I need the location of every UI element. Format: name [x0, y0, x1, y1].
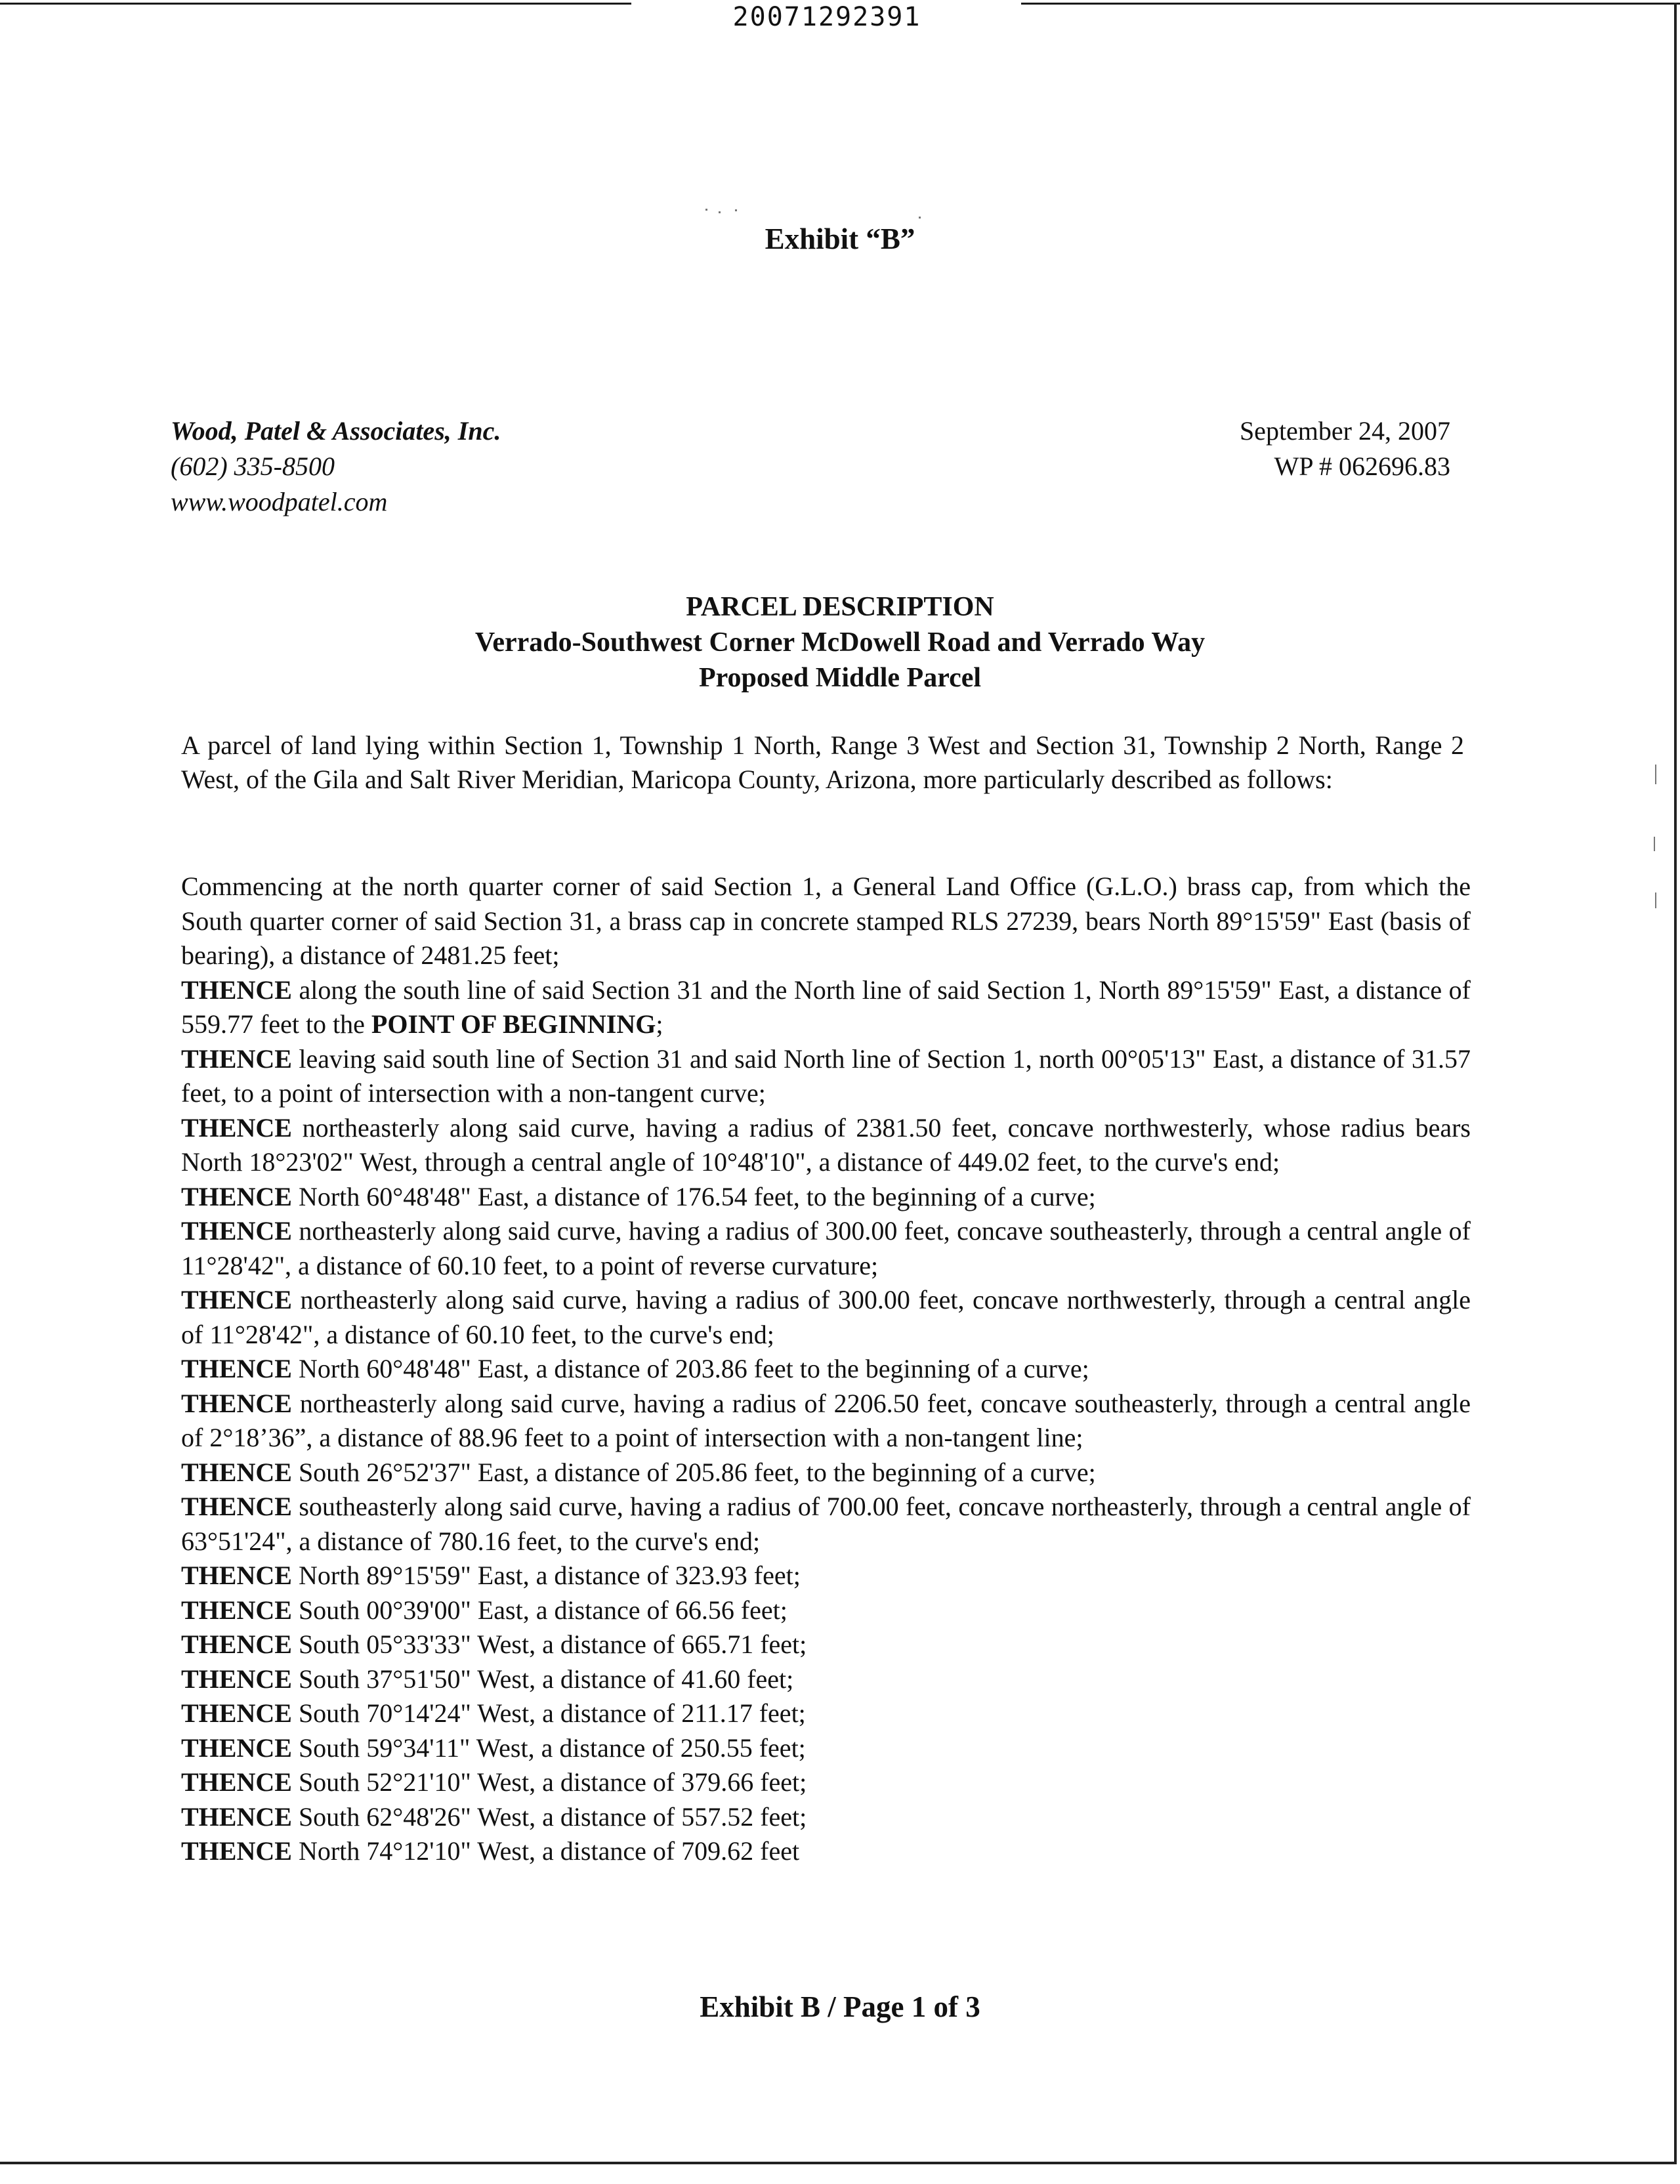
scan-border-top-left: [0, 3, 631, 5]
course-keyword: THENCE: [181, 1732, 292, 1763]
course-text: South 37°51'50" West, a distance of 41.60 feet;: [291, 1664, 794, 1694]
scan-speck: [1655, 892, 1656, 908]
course-text: northeasterly along said curve, having a radius of 2206.50 feet, concave southeasterly, through a central angle of 2°18’36”, a distance of 88.96 feet to a point of intersection with a non-tangent line;: [181, 1388, 1471, 1452]
course-paragraph: [181, 1834, 1471, 1869]
course-paragraph: [181, 1731, 1471, 1766]
course-keyword: THENCE: [181, 1629, 292, 1659]
course-keyword: THENCE: [181, 1767, 292, 1797]
course-text: South 26°52'37" East, a distance of 205.86 feet, to the beginning of a curve;: [291, 1457, 1096, 1487]
page-footer: Exhibit B / Page 1 of 3: [700, 1990, 980, 2023]
scan-speck: [919, 217, 921, 219]
course-keyword: THENCE: [181, 1595, 292, 1625]
course-text: along the south line of said Section 31 and the North line of said Section 1, North 89°15'59" East, a distance of 559.77 feet to the: [181, 975, 1471, 1039]
parcel-name: Proposed Middle Parcel: [698, 663, 982, 693]
course-paragraph: [181, 1180, 1471, 1215]
scan-speck: [735, 209, 737, 211]
course-text-end: ;: [656, 1009, 663, 1039]
intro-paragraph: A parcel of land lying within Section 1, Township 1 North, Range 3 West and Section 31, Township 2 North, Range 2 West, of the Gila and Salt River Meridian, Maricopa County, Arizona, more particularly described as follows:: [181, 730, 1464, 794]
course-keyword: THENCE: [181, 1216, 292, 1246]
wp-number: WP # 062696.83: [1274, 452, 1450, 481]
company-website: www.woodpatel.com: [171, 487, 388, 516]
exhibit-title: Exhibit “B”: [765, 222, 915, 255]
course-paragraph: [181, 1662, 1471, 1697]
scan-speck: [1654, 837, 1655, 851]
course-paragraph: [181, 1490, 1471, 1559]
scan-border-right: [1674, 3, 1677, 2162]
course-text: North 89°15'59" East, a distance of 323.93 feet;: [291, 1561, 801, 1590]
course-paragraph: [181, 1559, 1471, 1593]
course-keyword: THENCE: [181, 1112, 292, 1143]
document-date: September 24, 2007: [1239, 416, 1450, 446]
course-keyword: THENCE: [181, 1698, 292, 1728]
parcel-location-subtitle: Verrado-Southwest Corner McDowell Road and Verrado Way: [474, 627, 1206, 658]
course-keyword: THENCE: [181, 1801, 292, 1832]
course-paragraph: [181, 973, 1471, 1042]
course-paragraph: [181, 1352, 1471, 1387]
course-keyword: THENCE: [181, 1492, 292, 1521]
course-paragraph: [181, 1765, 1471, 1800]
courses-list: [181, 973, 1471, 1869]
course-text: South 70°14'24" West, a distance of 211.17 feet;: [291, 1698, 806, 1728]
legal-description: [181, 870, 1471, 1869]
course-text: southeasterly along said curve, having a radius of 700.00 feet, concave northeasterly, through a central angle of 63°51'24", a distance of 780.16 feet, to the curve's end;: [181, 1492, 1471, 1556]
course-paragraph: [181, 1456, 1471, 1490]
course-paragraph: [181, 1593, 1471, 1628]
course-text: North 74°12'10" West, a distance of 709.62 feet: [291, 1836, 800, 1866]
course-text: South 62°48'26" West, a distance of 557.52 feet;: [291, 1801, 807, 1832]
company-block: [171, 413, 501, 520]
course-keyword: THENCE: [181, 1457, 292, 1487]
scan-speck: [1655, 765, 1656, 784]
scan-border-top-right: [1021, 3, 1680, 5]
course-keyword: THENCE: [181, 1043, 292, 1074]
company-name: Wood, Patel & Associates, Inc.: [171, 416, 501, 446]
scan-speck: [705, 209, 707, 211]
course-paragraph: [181, 1283, 1471, 1352]
date-block: [1240, 413, 1450, 484]
company-phone: (602) 335-8500: [171, 452, 335, 481]
course-text: South 52°21'10" West, a distance of 379.66 feet;: [291, 1767, 807, 1797]
course-text: South 59°34'11" West, a distance of 250.55 feet;: [291, 1732, 806, 1763]
course-paragraph: [181, 1042, 1471, 1111]
course-keyword: THENCE: [181, 1388, 292, 1418]
course-paragraph: [181, 1800, 1471, 1835]
course-keyword: THENCE: [181, 1561, 292, 1590]
course-text: leaving said south line of Section 31 and said North line of Section 1, north 00°05'13" East, a distance of 31.57 feet, to a point of intersection with a non-tangent curve;: [181, 1043, 1471, 1108]
point-of-beginning: POINT OF BEGINNING: [371, 1009, 656, 1039]
course-keyword: THENCE: [181, 1181, 292, 1211]
course-text: northeasterly along said curve, having a radius of 300.00 feet, concave northwesterly, through a central angle of 11°28'42", a distance of 60.10 feet, to the curve's end;: [181, 1285, 1471, 1349]
scan-border-bottom: [0, 2162, 1677, 2164]
commencing-paragraph: Commencing at the north quarter corner of said Section 1, a General Land Office (G.L.O.) brass cap, from which the South quarter corner of said Section 31, a brass cap in concrete stamped RLS 27239, bears North 89°15'59" East (basis of bearing), a distance of 2481.25 feet;: [181, 872, 1471, 970]
course-text: northeasterly along said curve, having a radius of 300.00 feet, concave southeasterly, through a central angle of 11°28'42", a distance of 60.10 feet, to a point of reverse curvature;: [181, 1216, 1471, 1280]
course-paragraph: [181, 1111, 1471, 1180]
course-keyword: THENCE: [181, 1285, 292, 1314]
heading-block: [0, 589, 1680, 696]
course-text: South 00°39'00" East, a distance of 66.56 feet;: [291, 1595, 788, 1625]
course-paragraph: [181, 1628, 1471, 1662]
course-keyword: THENCE: [181, 1836, 292, 1866]
course-keyword: THENCE: [181, 1354, 292, 1383]
scan-speck: [719, 211, 721, 213]
course-paragraph: [181, 1696, 1471, 1731]
course-keyword: THENCE: [181, 1664, 292, 1694]
course-text: North 60°48'48" East, a distance of 176.54 feet, to the beginning of a curve;: [291, 1181, 1096, 1211]
recording-number: 20071292391: [732, 2, 921, 32]
course-keyword: THENCE: [181, 975, 292, 1005]
course-text: South 05°33'33" West, a distance of 665.71 feet;: [291, 1629, 807, 1659]
parcel-description-title: PARCEL DESCRIPTION: [686, 592, 994, 622]
course-text: North 60°48'48" East, a distance of 203.86 feet to the beginning of a curve;: [291, 1354, 1089, 1383]
course-paragraph: [181, 1387, 1471, 1456]
course-text: northeasterly along said curve, having a radius of 2381.50 feet, concave northwesterly, whose radius bears North 18°23'02" West, through a central angle of 10°48'10", a distance of 449.02 feet, to the curve's end;: [181, 1112, 1471, 1177]
course-paragraph: [181, 1214, 1471, 1283]
